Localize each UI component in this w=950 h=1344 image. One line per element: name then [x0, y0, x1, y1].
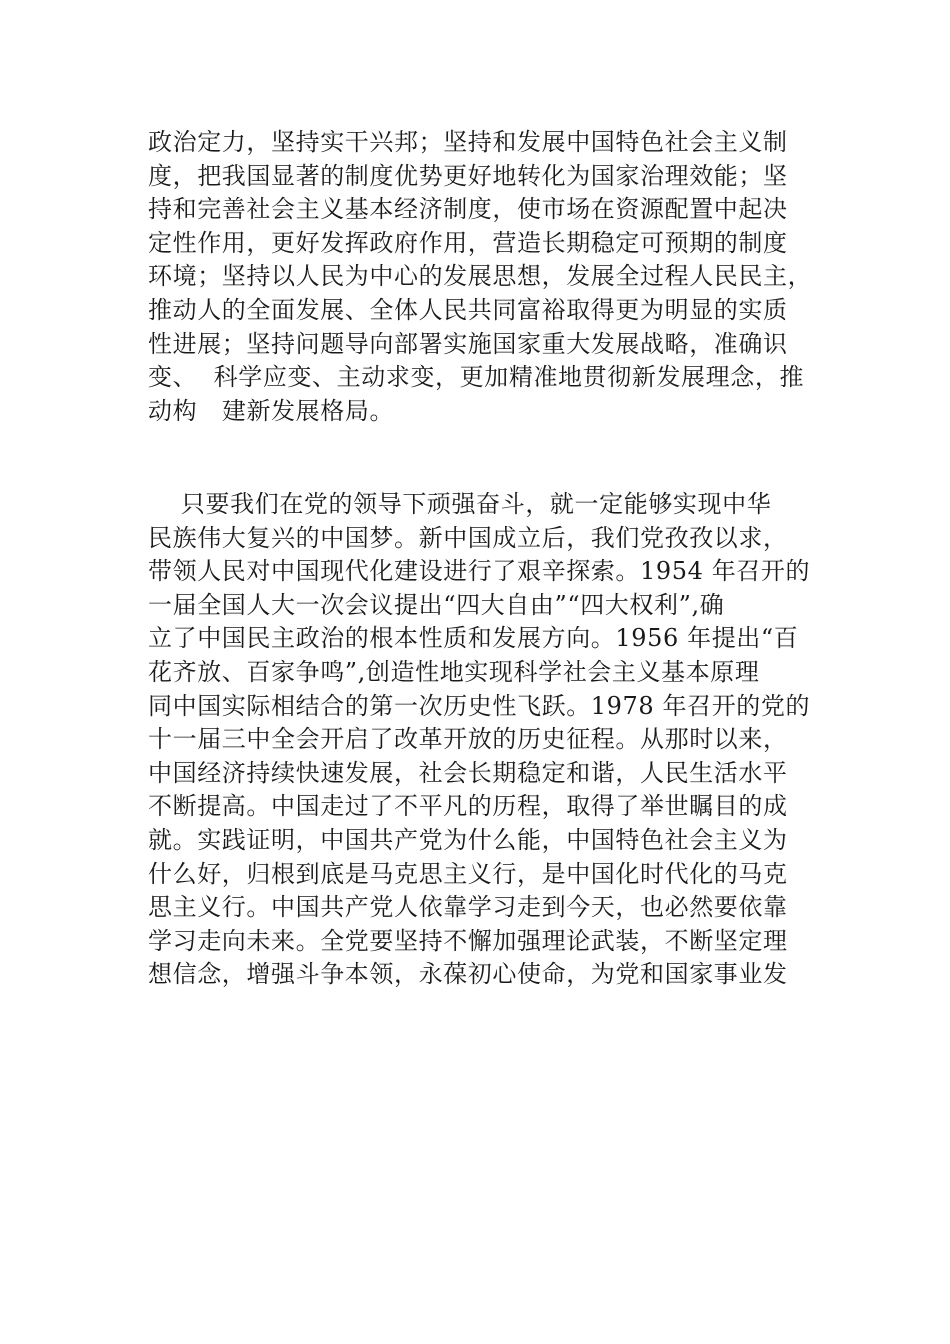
- text-line: 带领人民对中国现代化建设进行了艰辛探索。1954 年召开的: [148, 557, 811, 586]
- text-line: 立了中国民主政治的根本性质和发展方向。1956 年提出“百: [148, 624, 799, 653]
- text-line: 一届全国人大一次会议提出“四大自由”“四大权利”,确: [148, 590, 725, 619]
- text-line: 不断提高。中国走过了不平凡的历程，取得了举世瞩目的成: [148, 792, 788, 821]
- text-line: 十一届三中全会开启了改革开放的历史征程。从那时以来，: [148, 725, 788, 754]
- text-line: 动构 建新发展格局。: [148, 396, 395, 425]
- text-line: 度，把我国显著的制度优势更好地转化为国家治理效能；坚: [148, 161, 788, 190]
- text-line: 同中国实际相结合的第一次历史性飞跃。1978 年召开的党的: [148, 691, 811, 720]
- text-line: 花齐放、百家争鸣”,创造性地实现科学社会主义基本原理: [148, 657, 760, 686]
- text-line: 环境；坚持以人民为中心的发展思想，发展全过程人民民主，: [148, 262, 813, 291]
- text-line: 推动人的全面发展、全体人民共同富裕取得更为明显的实质: [148, 295, 788, 324]
- text-line: 持和完善社会主义基本经济制度，使市场在资源配置中起决: [148, 195, 788, 224]
- text-line: 什么好，归根到底是马克思主义行，是中国化时代化的马克: [148, 859, 788, 888]
- paragraph-2: [148, 488, 820, 992]
- paragraph-1: [148, 126, 820, 428]
- text-line: 中国经济持续快速发展，社会长期稳定和谐，人民生活水平: [148, 758, 788, 787]
- text-line: 性进展；坚持问题导向部署实施国家重大发展战略，准确识: [148, 329, 788, 358]
- text-line: 就。实践证明，中国共产党为什么能，中国特色社会主义为: [148, 825, 788, 854]
- text-line: 思主义行。中国共产党人依靠学习走到今天，也必然要依靠: [148, 893, 788, 922]
- text-line: 民族伟大复兴的中国梦。新中国成立后，我们党孜孜以求，: [148, 523, 788, 552]
- text-line: 想信念，增强斗争本领，永葆初心使命，为党和国家事业发: [148, 960, 788, 989]
- text-line: 只要我们在党的领导下顽强奋斗，就一定能够实现中华: [148, 490, 772, 518]
- text-line: 政治定力，坚持实干兴邦；坚持和发展中国特色社会主义制: [148, 128, 788, 156]
- text-line: 变、 科学应变、主动求变，更加精准地贯彻新发展理念，推: [148, 363, 805, 392]
- text-line: 定性作用，更好发挥政府作用，营造长期稳定可预期的制度: [148, 228, 788, 257]
- text-line: 学习走向未来。全党要坚持不懈加强理论武装，不断坚定理: [148, 926, 788, 955]
